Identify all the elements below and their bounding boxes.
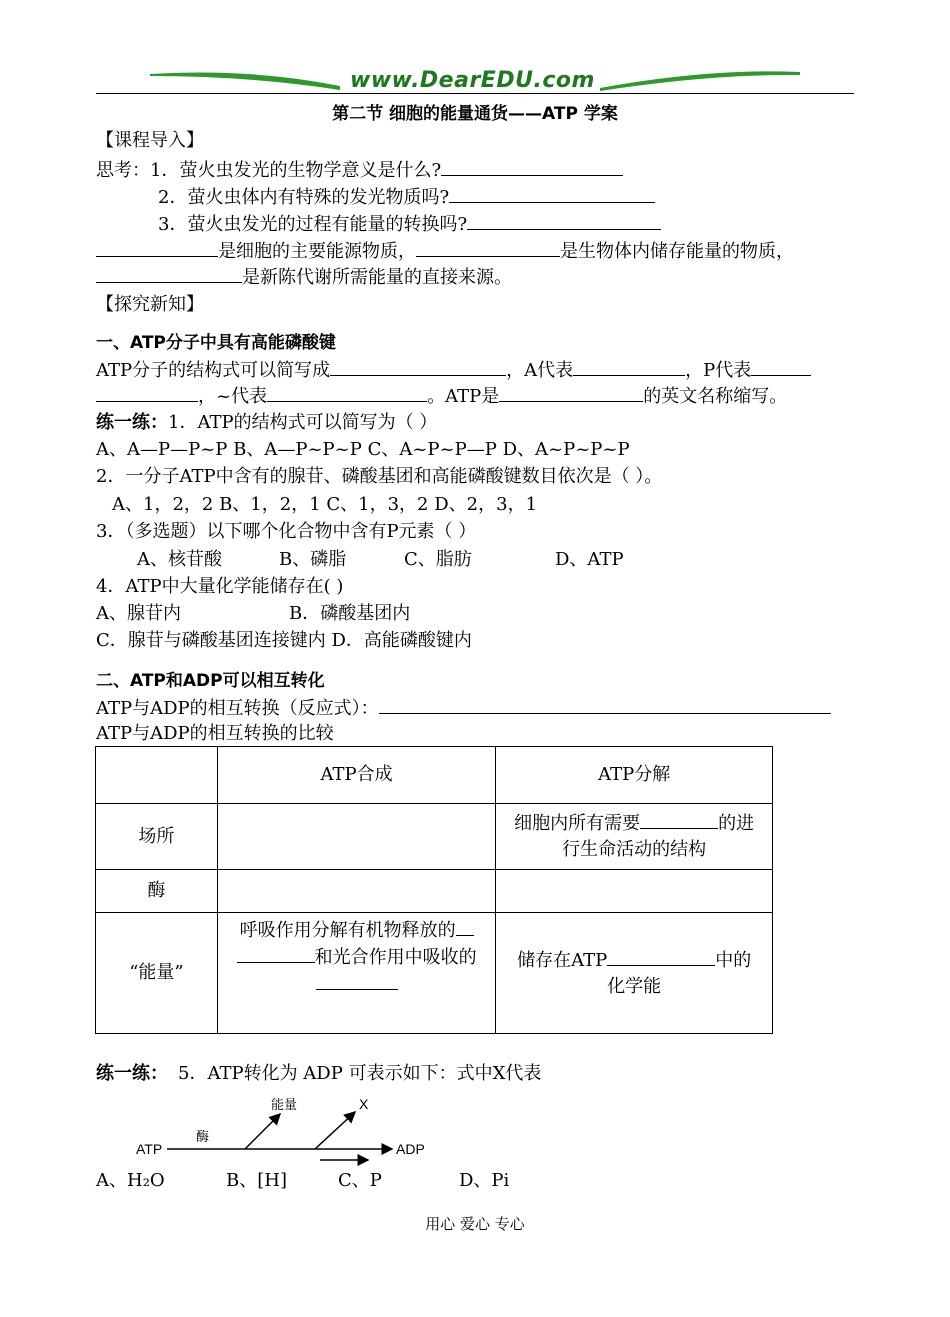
x-arrow [315, 1112, 355, 1149]
exercise-2-options: A、1，2，2 B、1，2，1 C、1，3，2 D、2，3，1 [112, 494, 538, 515]
exercise-3-question: 3．（多选题）以下哪个化合物中含有P元素（ ） [96, 521, 477, 542]
table-cell-editable[interactable] [496, 870, 773, 913]
exercise-5 [96, 1061, 541, 1087]
fill-line-1 [96, 238, 794, 265]
adp-label: ADP [396, 1141, 425, 1157]
part1-text: ，~代表 [198, 386, 268, 407]
fill-text: 是细胞的主要能源物质， [218, 241, 416, 262]
part1-text: 。ATP是 [427, 386, 500, 407]
answer-blank[interactable] [316, 971, 398, 990]
energy-arrow [245, 1114, 280, 1149]
exercise-label: 练一练： [96, 1063, 168, 1084]
answer-blank[interactable] [467, 211, 661, 230]
part1-text: 的英文名称缩写。 [643, 386, 788, 407]
table-cell [496, 913, 773, 1034]
exercise-5-option-c: C、P [338, 1170, 382, 1191]
cell-text: 中的 [715, 949, 752, 971]
table-cell [217, 913, 496, 1034]
answer-blank[interactable] [330, 357, 506, 376]
think-question-1 [96, 157, 623, 184]
answer-blank[interactable] [751, 357, 811, 376]
energy-label: 能量 [271, 1098, 298, 1113]
exercise-2-question: 2．一分子ATP中含有的腺苷、磷酸基团和高能磷酸键数目依次是（ ）。 [96, 466, 663, 487]
table-row [96, 804, 773, 870]
exercise-5-option-a: A、H₂O [96, 1170, 165, 1191]
think-question-3-text: 3．萤火虫发光的过程有能量的转换吗? [158, 214, 468, 235]
cell-text: 化学能 [607, 975, 662, 997]
think-question-2 [158, 184, 655, 211]
fill-line-2 [96, 264, 512, 291]
part1-heading: 一、ATP分子中具有高能磷酸键 [96, 333, 336, 353]
part1-text: ATP分子的结构式可以简写成 [96, 360, 331, 381]
site-logo-text: www.DearEDU.com [350, 68, 595, 93]
answer-blank[interactable] [573, 357, 685, 376]
cell-text: 行生命活动的结构 [562, 839, 707, 860]
table-header-cell [96, 747, 218, 804]
section-heading-explore: 【探究新知】 [96, 294, 204, 315]
exercise-1-question: 1．ATP的结构式可以简写为（ ） [168, 412, 438, 433]
table-header-cell: ATP合成 [217, 747, 496, 804]
exercise-1 [96, 410, 437, 436]
compare-label: ATP与ADP的相互转换的比较 [96, 723, 334, 744]
part1-line-2 [96, 383, 787, 410]
exercise-1-options: A、A—P—P~P B、A—P~P~P C、A~P~P—P D、A~P~P~P [96, 439, 630, 460]
exercise-4-option-b: B．磷酸基团内 [289, 603, 411, 624]
table-row [96, 870, 773, 913]
answer-blank[interactable] [607, 947, 715, 966]
reaction-label: ATP与ADP的相互转换（反应式）： [96, 698, 379, 719]
answer-blank[interactable] [456, 917, 474, 936]
answer-blank[interactable] [96, 264, 242, 283]
table-header-row [96, 747, 773, 804]
answer-blank[interactable] [379, 695, 831, 714]
exercise-5-question: 5．ATP转化为 ADP 可表示如下：式中X代表 [178, 1063, 542, 1084]
table-cell-editable[interactable] [217, 870, 496, 913]
answer-blank[interactable] [449, 184, 655, 203]
part1-line-1 [96, 357, 811, 384]
page-title: 第二节 细胞的能量通货——ATP 学案 [332, 104, 618, 124]
cell-text: 的进 [718, 813, 755, 834]
answer-blank[interactable] [441, 157, 623, 176]
table-row-label: “能量” [96, 913, 218, 1034]
cell-text: 呼吸作用分解有机物释放的 [239, 920, 456, 941]
answer-blank[interactable] [96, 238, 218, 257]
exercise-5-option-d: D、Pi [459, 1170, 510, 1191]
comparison-table [95, 746, 773, 1034]
part1-text: ，P代表 [685, 360, 752, 381]
exercise-3-option-d: D、ATP [555, 549, 624, 570]
enzyme-label: 酶 [196, 1130, 210, 1145]
think-question-2-text: 2．萤火虫体内有特殊的发光物质吗? [158, 187, 450, 208]
exercise-3-option-c: C、脂肪 [404, 549, 472, 570]
cell-text: 细胞内所有需要 [514, 813, 641, 834]
reaction-line [96, 695, 831, 722]
section-heading-intro: 【课程导入】 [96, 130, 204, 151]
fill-text: 是新陈代谢所需能量的直接来源。 [242, 267, 512, 288]
answer-blank[interactable] [267, 383, 427, 402]
answer-blank[interactable] [416, 238, 560, 257]
fill-text: 是生物体内储存能量的物质， [560, 241, 794, 262]
exercise-4-question: 4．ATP中大量化学能储存在( ) [96, 576, 344, 597]
exercise-label: 练一练： [96, 412, 168, 433]
part2-heading: 二、ATP和ADP可以相互转化 [96, 671, 325, 691]
exercise-5-option-b: B、[H] [226, 1170, 287, 1191]
answer-blank[interactable] [640, 810, 718, 829]
table-cell-editable[interactable] [217, 804, 496, 870]
cell-text: 和光合作用中吸收的 [314, 947, 477, 968]
exercise-4-options-cd: C．腺苷与磷酸基团连接键内 D．高能磷酸键内 [96, 630, 472, 651]
think-question-1-text: 思考：1．萤火虫发光的生物学意义是什么? [96, 160, 442, 181]
exercise-3-option-a: A、核苷酸 [137, 549, 222, 570]
table-cell [496, 804, 773, 870]
exercise-4-option-a: A、腺苷内 [96, 603, 181, 624]
table-row-label: 场所 [96, 804, 218, 870]
header-rule [96, 93, 854, 94]
answer-blank[interactable] [499, 383, 643, 402]
exercise-3-option-b: B、磷脂 [279, 549, 347, 570]
table-row [96, 913, 773, 1034]
x-label: X [359, 1096, 369, 1112]
table-row-label: 酶 [96, 870, 218, 913]
cell-text: 储存在ATP [517, 949, 608, 971]
atp-adp-diagram [130, 1092, 440, 1172]
page-footer: 用心 爱心 专心 [425, 1215, 525, 1233]
answer-blank[interactable] [237, 944, 315, 963]
answer-blank[interactable] [96, 383, 198, 402]
think-question-3 [158, 211, 661, 238]
part1-text: ，A代表 [506, 360, 574, 381]
atp-label: ATP [136, 1141, 163, 1157]
table-header-cell: ATP分解 [496, 747, 773, 804]
